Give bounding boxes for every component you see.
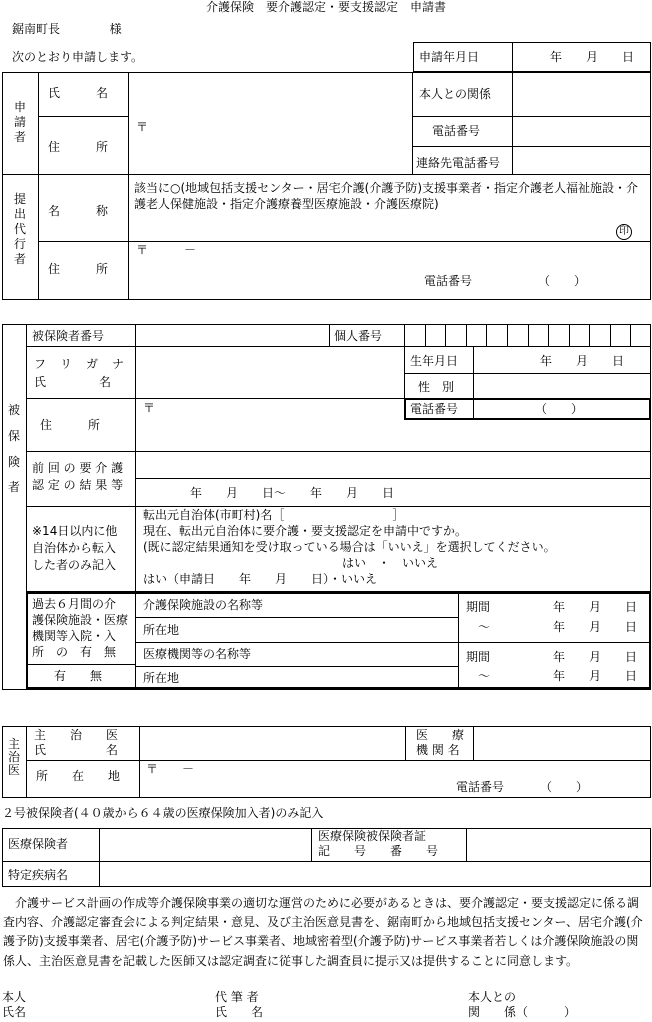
period-from-1[interactable]: 年 月 日 [553,600,638,614]
digit-cell-divider [569,324,570,346]
consent-text: 介護サービス計画の作成等介護保険事業の適切な運営のために必要があるときは、要介護認定・要支援認定に係る調査内容、介護認定審査会による判定結果・意見、及び主治医意見書を、鋸南町から地域包括支援センター、居宅介護(介護予防)支援事業者、居宅(介護予防)サービス事業者、地域密着型(介護予防)サービス事業者若しくは介護保険施設の関係人、主治医意見書を記載した医師又は認定調査に従事した調査員に提示又は提供することに同意します。 [3,896,643,968]
application-date-label: 申請年月日 [419,50,480,64]
transfer-label-1: ※14日以内に他 [32,524,118,538]
digit-cell-divider [630,324,631,346]
digit-cell-divider [610,324,611,346]
hosp-label-3: 機関等入院・入 [32,629,117,643]
application-date-value[interactable]: 年 月 日 [550,50,635,64]
insurer-field[interactable] [101,830,309,859]
transfer-label-2: 自治体から転入 [32,541,117,555]
medical-location-label: 所在地 [143,671,180,685]
hosp-yes-no[interactable]: 有 無 [54,669,103,683]
insured-name-label: 氏 名 [34,375,113,389]
addressee [12,22,122,36]
medical-name-label: 医療機関等の名称等 [143,647,252,661]
applicant-phone-label: 電話番号 [432,124,481,138]
digit-cell-divider [548,324,549,346]
applicant-postal-mark: 〒 [136,120,149,134]
personal-number-label: 個人番号 [334,329,383,343]
doctor-postal: 〒 － [146,762,195,776]
birth-value[interactable]: 年 月 日 [540,354,625,368]
doctor-location-label: 所 在 地 [36,769,121,783]
doctor-group-label: 主治医 [7,737,20,778]
applicant-address-label: 住 所 [48,140,109,154]
prev-period[interactable]: 年 月 日～ 年 月 日 [190,486,395,500]
agent-address-label: 住 所 [48,262,109,276]
period-to-1[interactable]: 年 月 日 [553,620,638,634]
doctor-phone-value: （ ） [540,780,589,794]
institution-label-1: 医 療 [416,728,465,742]
digit-cell-divider [507,324,508,346]
proxy-label-1: 代 筆 者 [215,990,259,1004]
hosp-label-2: 護保険施設・医療 [32,613,129,627]
insured-number-field[interactable] [137,326,327,344]
hosp-label-1: 過去６月間の介 [32,597,117,611]
facility-name-label: 介護保険施設の名称等 [143,598,264,612]
agent-group-label: 提出代行者 [13,192,26,266]
relation-sign-label-1: 本人との [468,990,517,1004]
disease-label: 特定疾病名 [8,868,69,882]
doctor-phone-label: 電話番号 [456,780,505,794]
transfer-line-3: (既に認定結果通知を受け取っている場合は「いいえ」を選択してください。 [143,540,556,554]
insured-group-label: 被保険者 [7,403,20,495]
agent-phone-label: 電話番号 [424,274,473,288]
prev-result-label-2: 認 定 の 結 果 等 [32,478,124,492]
addressee-suffix: 様 [109,22,122,36]
relation-sign-label-2: 関 係（ ） [468,1005,577,1019]
institution-label-2: 機 関 名 [416,743,460,757]
cert-label-1: 医療保険被保険者証 [318,829,427,843]
digit-cell-divider [445,324,446,346]
digit-cell-divider [425,324,426,346]
digit-cell-divider [528,324,529,346]
period-label-1: 期間 [466,600,491,614]
insured-postal-mark: 〒 [143,401,156,415]
prev-result-label-1: 前 回 の 要 介 護 [32,461,124,475]
agent-type-note: 該当に○(地域包括支援センター・居宅介護(介護予防)支援事業者・指定介護老人福祉施設・介護老人保健施設・指定介護療養型医療施設・介護医療院) [134,181,639,211]
digit-cell-divider [486,324,487,346]
transfer-yes-no[interactable]: はい ・ いいえ [342,556,439,570]
hosp-label-4: 所 の 有 無 [32,645,117,659]
doctor-name-field[interactable] [141,728,403,758]
insured-number-label: 被保険者番号 [32,329,105,343]
insured-name-field[interactable] [137,348,402,396]
agent-postal: 〒 － [136,243,197,257]
insurer-label: 医療保険者 [8,837,69,851]
applicant-name-label: 氏 名 [48,86,109,100]
self-label-2: 氏名 [2,1005,27,1019]
category2-heading: ２号被保険者(４０歳から６４歳の医療保険加入者)のみ記入 [2,806,324,820]
addressee-name: 鋸南町長 [12,22,61,36]
cert-label-2: 記 号 番 号 [318,844,439,858]
applicant-group-label: 申請者 [13,100,26,144]
disease-field[interactable] [101,863,649,885]
relation-label: 本人との関係 [419,87,492,101]
seal-mark: 印 [616,224,632,240]
insured-phone-value: （ ） [535,402,584,416]
period-from-2[interactable]: 年 月 日 [553,650,638,664]
facility-location-label: 所在地 [143,623,180,637]
period-tilde-1: ～ [478,620,491,634]
birth-label: 生年月日 [410,354,459,368]
period-tilde-2: ～ [478,669,491,683]
insured-address-label: 住 所 [40,418,101,432]
agent-name-label: 名 称 [48,204,109,218]
contact-phone-label: 連絡先電話番号 [416,156,501,170]
period-to-2[interactable]: 年 月 日 [553,669,638,683]
digit-cell-divider [589,324,590,346]
applicant-name-field[interactable] [130,74,410,114]
digit-cell-divider [466,324,467,346]
transfer-line-2: 現在、転出元自治体に要介護・要支援認定を申請中ですか。 [143,524,468,538]
transfer-date-yes-no[interactable]: はい（申請日 年 月 日）・いいえ [143,572,378,586]
transfer-label-3: した者のみ記入 [32,558,117,572]
doctor-name-label-1: 主 治 医 [34,728,119,742]
self-label-1: 本人 [2,990,27,1004]
period-label-2: 期間 [466,650,491,664]
doctor-name-label-2: 氏 名 [34,743,119,757]
form-title: 介護保険 要介護認定・要支援認定 申請書 [205,0,446,14]
insured-phone-label: 電話番号 [410,402,459,416]
sex-label: 性 別 [418,380,455,394]
furigana-label: フ リ ガ ナ [34,357,126,371]
proxy-label-2: 氏 名 [215,1005,264,1019]
agent-phone-value: （ ） [538,274,587,288]
intro-text: 次のとおり申請します。 [12,50,144,64]
transfer-line-1: 転出元自治体(市町村)名［ ］ [143,508,405,522]
